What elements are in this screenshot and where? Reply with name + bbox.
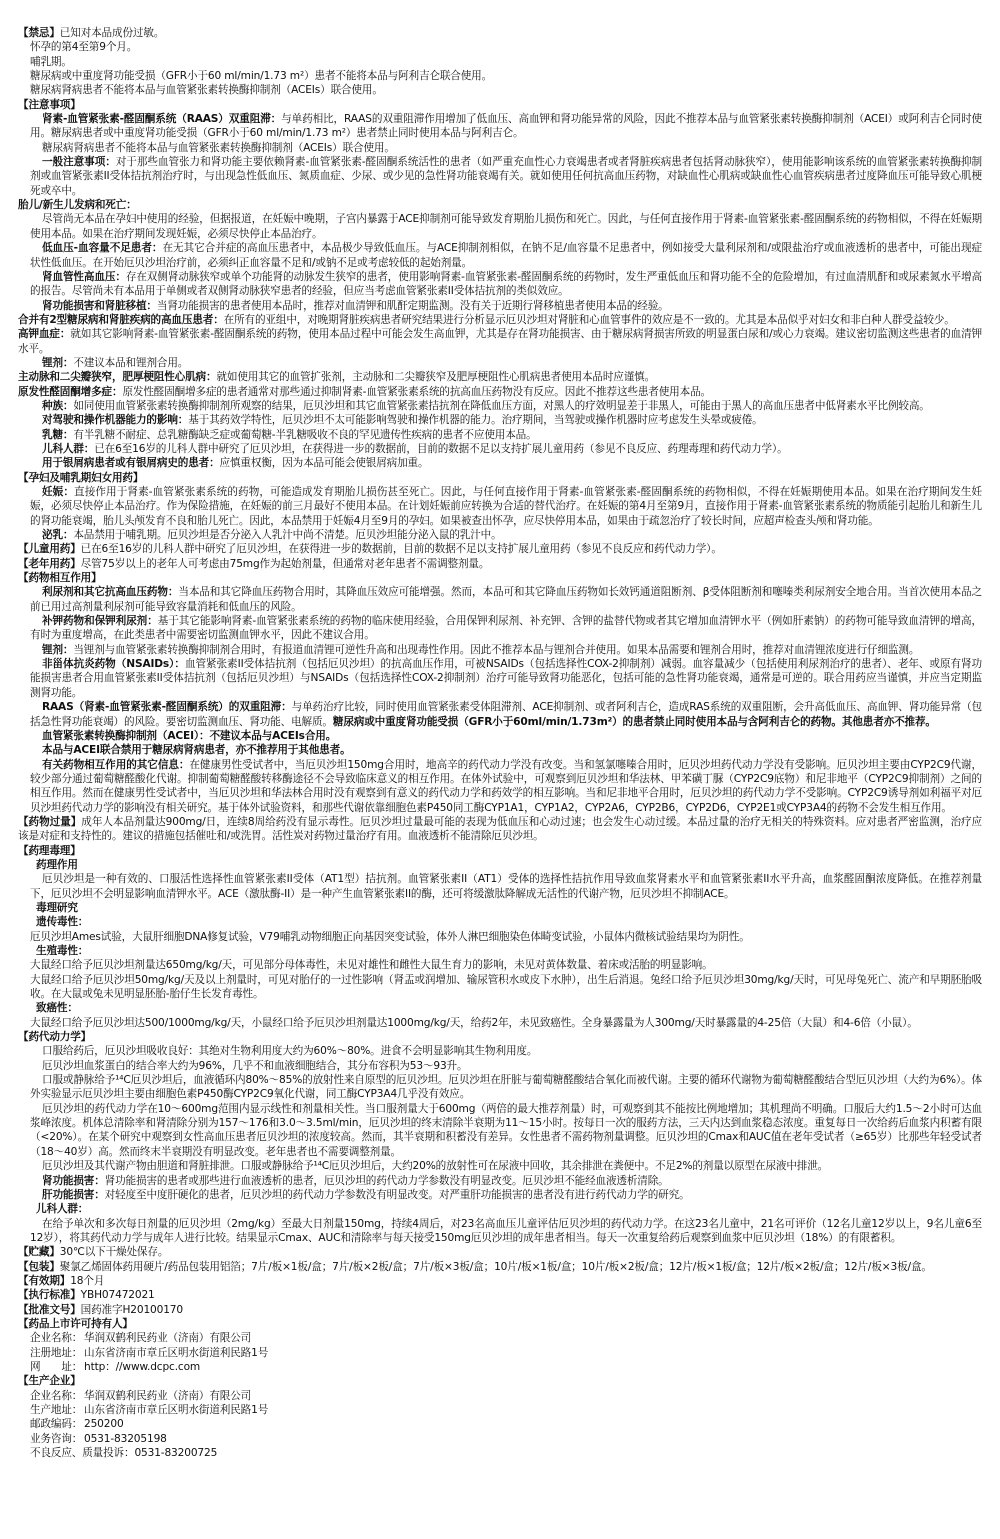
pregnancy-item: 妊娠：直接作用于肾素-血管紧张素系统的药物，可能造成发育期胎儿损伤甚至死亡。因此，与任何直接作用于肾素-血管紧张素-醛固酮系统的药物相似，不得在妊娠期使用本品。如果在治疗期间发生妊娠，必须尽快停止本品治疗。作为保险措施，在妊娠的前三月最好不使用本品。在计划妊娠前应转换为合适的替代治疗。在妊娠的第4月至第9月，直接作用于肾素-血管紧张素系统的物质能引起胎儿和新生儿的肾功能衰竭，胎儿头颅发育不良和胎儿死亡。因此，本品禁用于妊娠4月至9月的孕妇。如果被查出怀孕，应尽快停用本品，如果由于疏忽治疗了较长时间，应超声检查头颅和肾功能。 bbox=[30, 486, 982, 527]
toxicology-title: 毒理研究 bbox=[36, 901, 78, 914]
mah-row: 企业名称： 华润双鹤利民药业（济南）有限公司 bbox=[30, 1332, 252, 1345]
precaution-item: 用于银屑病患者或有银屑病史的患者：应慎重权衡，因为本品可能会使银屑病加重。 bbox=[42, 457, 429, 470]
pregnancy-section bbox=[18, 471, 982, 543]
interaction-item: 本品与ACEI联合禁用于糖尿病肾病患者，亦不推荐用于其他患者。 bbox=[42, 744, 351, 757]
contraindication-line: 糖尿病肾病患者不能将本品与血管紧张素转换酶抑制剂（ACEIs）联合使用。 bbox=[30, 84, 383, 97]
precaution-item: 胎儿/新生儿发病和死亡： bbox=[18, 199, 137, 212]
interactions-label: 【药物相互作用】 bbox=[18, 572, 102, 585]
reproductive-toxicity-text: 大鼠经口给予厄贝沙坦50mg/kg/天及以上剂量时，可见对胎仔的一过性影响（肾盂或润增加、输尿管积水或皮下水肿），出生后消退。兔经口给予厄贝沙坦30mg/kg/天时，可见母兔死亡、流产和早期胚胎吸收。在大鼠或兔未见明显胚胎-胎仔生长发育毒性。 bbox=[30, 973, 982, 1001]
pregnancy-item: 泌乳：本品禁用于哺乳期。厄贝沙坦是否分泌入人乳汁中尚不清楚。厄贝沙坦能分泌入鼠的乳汁中。 bbox=[42, 529, 502, 542]
standard-section: 【执行标准】YBH07472021 bbox=[18, 1289, 155, 1302]
elderly-section: 【老年用药】尽管75岁以上的老年人可考虑由75mg作为起始剂量，但通常对老年患者不需调整剂量。 bbox=[18, 557, 490, 570]
overdose-section: 【药物过量】成年人本品剂量达900mg/日，连续8周给药没有显示毒性。厄贝沙坦过量最可能的表现为低血压和心动过速；也会发生心动过缓。本品过量的治疗无相关的特殊资料。应对患者严密监测，治疗应该是对症和支持性的。建议的措施包括催吐和/或洗胃。活性炭对药物过量治疗有用。血液透析不能清除厄贝沙坦。 bbox=[18, 815, 982, 843]
interaction-item: 血管紧张素转换酶抑制剂（ACEI）：不建议本品与ACEIs合用。 bbox=[42, 729, 337, 742]
manufacturer-row: 邮政编码： 250200 bbox=[30, 1418, 124, 1431]
mah-row: 注册地址： 山东省济南市章丘区明水街道利民路1号 bbox=[30, 1346, 269, 1359]
approval-section: 【批准文号】国药准字H20100170 bbox=[18, 1303, 183, 1316]
genotoxicity-title: 遗传毒性： bbox=[36, 916, 89, 929]
pediatric-label: 【儿童用药】 bbox=[18, 543, 81, 556]
elderly-label: 【老年用药】 bbox=[18, 557, 81, 570]
contraindication-line: 糖尿病或中重度肾功能受损（GFR小于60 ml/min/1.73 m²）患者不能将本品与阿利吉仑联合使用。 bbox=[30, 70, 493, 83]
overdose-label: 【药物过量】 bbox=[18, 815, 82, 828]
precaution-item: 锂剂：不建议本品和锂剂合用。 bbox=[42, 356, 189, 369]
validity-label: 【有效期】 bbox=[18, 1274, 71, 1287]
precaution-item: 低血压-血容量不足患者：在无其它合并症的高血压患者中，本品极少导致低血压。与ACE抑制剂相似，在钠不足/血容量不足患者中，例如接受大量利尿剂和/或限盐治疗或血液透析的患者中，可能出现症状性低血压。在开始厄贝沙坦治疗前，必须纠正血容量不足和/或钠不足或考虑较低的起始剂量。 bbox=[30, 242, 982, 269]
storage-label: 【贮藏】 bbox=[18, 1246, 60, 1259]
contraindication-line: 怀孕的第4至第9个月。 bbox=[30, 41, 138, 54]
interaction-item: RAAS（肾素-血管紧张素-醛固酮系统）的双重阻滞：与单药治疗比较，同时使用血管紧张素受体阻滞剂、ACE抑制剂、或者阿利吉仑，造成RAS系统的双重阻断，会升高低血压、高血钾、肾功能异常（包括急性肾功能衰竭）的风险。要密切监测血压、肾功能、电解质。糖尿病或中重度肾功能受损（GFR小于60ml/min/1.73m²）的患者禁止同时使用本品与含阿利吉仑的药物。其他患者亦不推荐。 bbox=[30, 701, 982, 728]
precaution-item: 肾功能损害和肾脏移植：当肾功能损害的患者使用本品时，推荐对血清钾和肌酐定期监测。没有关于近期行肾移植患者使用本品的经验。 bbox=[42, 299, 669, 312]
precaution-item: 肾血管性高血压：存在双侧肾动脉狭窄或单个功能肾的动脉发生狭窄的患者，使用影响肾素-血管紧张素-醛固酮系统的药物时，发生严重低血压和肾功能不全的危险增加，有过血清肌酐和或尿素氮水平增高的报告。尽管尚未有本品用于单侧或者双侧肾动脉狭窄患者的经验，但应当考虑血管紧张素II受体拮抗剂的类似效应。 bbox=[30, 270, 982, 298]
precaution-item: 对驾驶和操作机器能力的影响：基于其药效学特性，厄贝沙坦不太可能影响驾驶和操作机器的能力。治疗期间，当驾驶或操作机器时应考虑发生头晕或疲倦。 bbox=[42, 414, 763, 427]
interaction-item: 有关药物相互作用的其它信息：在健康男性受试者中，当厄贝沙坦150mg合用时，地高辛的药代动力学没有改变。当和氢氯噻嗪合用时，厄贝沙坦药代动力学没有受影响。厄贝沙坦主要由CYP2C9代谢，较少部分通过葡萄糖醛酸化代谢。抑制葡萄糖醛酸转移酶途径不会导致临床意义的相互作用。在体外试验中，可观察到厄贝沙坦和华法林、甲苯磺丁脲（CYP2C9底物）和尼非地平（CYP2C9抑制剂）之间的相互作用。然而在健康男性受试者中，当厄贝沙坦和华法林合用时没有观察到有意义的药代动力学和药效学的相互影响。当和尼非地平合用时，厄贝沙坦的药代动力学不受影响。CYP2C9诱导剂如利福平对厄贝沙坦药代动力学的影响没有相关研究。基于体外试验资料，和那些代谢依靠细胞色素P450同工酶CYP1A1，CYP1A2，CYP2A6，CYP2B6，CYP2D6，CYP2E1或CYP3A4的药物不会发生相互作用。 bbox=[30, 758, 982, 814]
pk-renal: 肾功能损害：肾功能损害的患者或那些进行血液透析的患者，厄贝沙坦的药代动力学参数没有明显改变。厄贝沙坦不能经血液透析清除。 bbox=[42, 1174, 669, 1187]
interaction-item: 非甾体抗炎药物（NSAIDs）：血管紧张素II受体拮抗剂（包括厄贝沙坦）的抗高血压作用，可被NSAIDs（包括选择性COX-2抑制剂）减弱。血容量减少（包括使用利尿剂治疗的患者）、老年、或原有肾功能损害患者合用血管紧张素II受体拮抗剂（包括厄贝沙坦）与NSAIDs（包括选择性COX-2抑制剂）治疗可能导致肾功能恶化，包括可能的急性肾功能衰竭，通常是可逆的。联合用药应当谨慎，并应当定期监测肾功能。 bbox=[30, 658, 982, 699]
standard-label: 【执行标准】 bbox=[18, 1289, 81, 1302]
precautions-label: 【注意事项】 bbox=[18, 98, 81, 111]
mah-row: 网 址： http：//www.dcpc.com bbox=[30, 1360, 201, 1373]
precaution-item: 儿科人群：已在6至16岁的儿科人群中研究了厄贝沙坦，在获得进一步的数据前，目前的数据不足以支持扩展儿童用药（参见不良反应、药理毒理和药代动力学）。 bbox=[42, 442, 788, 455]
reproductive-toxicity-text: 大鼠经口给予厄贝沙坦剂量达650mg/kg/天，可见部分母体毒性，未见对雄性和雌性大鼠生育力的影响，未见对黄体数量、着床或活胎的明显影响。 bbox=[30, 959, 713, 972]
pk-paragraph: 厄贝沙坦的药代动力学在10～600mg范围内显示线性和剂量相关性。当口服剂量大于600mg（两倍的最大推荐剂量）时，可观察到其不能按比例地增加；其机理尚不明确。口服后大约1.5～2小时可达血浆峰浓度。机体总清除率和肾清除分别为157～176和3.0～3.5ml/min，厄贝沙坦的终末清除半衰期为11～15小时。按每日一次的服药方法，三天内达到血浆稳态浓度。重复每日一次给药后血浆内积蓄有限（<20%）。在某个研究中观察到女性高血压患者厄贝沙坦的浓度较高。然而，其半衰期和积蓄没有差异。女性患者不需药物剂量调整。厄贝沙坦的Cmax和AUC值在老年受试者（≥65岁）比那些年轻受试者（18～40岁）高。然而终末半衰期没有明显改变。老年患者也不需要调整剂量。 bbox=[30, 1102, 982, 1158]
validity-section: 【有效期】18个月 bbox=[18, 1274, 105, 1287]
carcinogenicity-title: 致癌性： bbox=[36, 1002, 78, 1015]
precaution-item: 原发性醛固酮增多症：原发性醛固酮增多症的患者通常对那些通过抑制肾素-血管紧张素系统的抗高血压药物没有反应。因此不推荐这些患者使用本品。 bbox=[18, 385, 711, 398]
precaution-item: 合并有2型糖尿病和肾脏疾病的高血压患者：在所有的亚组中，对晚期肾脏疾病患者研究结果进行分析显示厄贝沙坦对肾脏和心血管事件的效应是不一致的。尤其是本品似乎对妇女和非白种人群受益较少。 bbox=[18, 313, 955, 326]
interaction-item: 利尿剂和其它抗高血压药物：当本品和其它降血压药物合用时，其降血压效应可能增强。然而，本品可和其它降血压药物如长效钙通道阻断剂、β受体阻断剂和噻嗪类利尿剂安全地合用。当首次使用本品之前已用过高剂量利尿剂可能导致容量消耗和低血压的风险。 bbox=[30, 586, 982, 613]
pregnancy-label: 【孕妇及哺乳期妇女用药】 bbox=[18, 471, 144, 484]
precaution-item: 肾素-血管紧张素-醛固酮系统（RAAS）双重阻滞：与单药相比，RAAS的双重阻滞作用增加了低血压、高血钾和肾功能异常的风险，因此不推荐本品与血管紧张素转换酶抑制剂（ACEI）或阿利吉仑同时使用。糖尿病患者或中重度肾功能受损（GFR小于60 ml/min/1.73 m²）患者禁止同时使用本品与阿利吉仑。 bbox=[30, 113, 983, 140]
manufacturer-section bbox=[18, 1374, 982, 1460]
pharmacology-action-text: 厄贝沙坦是一种有效的、口服活性选择性血管紧张素II受体（AT1型）拮抗剂。血管紧张素II（AT1）受体的选择性拮抗作用导致血浆肾素水平和血管紧张素II水平升高，血浆醛固酮浓度降低。在推荐剂量下，厄贝沙坦不会明显影响血清钾水平。ACE（激肽酶-II）是一种产生血管紧张素II的酶，还可将缓激肽降解成无活性的代谢产物，厄贝沙坦不抑制ACE。 bbox=[30, 873, 982, 900]
package-label: 【包装】 bbox=[18, 1260, 60, 1273]
pharmacokinetics-label: 【药代动力学】 bbox=[18, 1031, 92, 1044]
pk-paragraph: 厄贝沙坦血浆蛋白的结合率大约为96%，几乎不和血液细胞结合，其分布容积为53～93升。 bbox=[42, 1059, 468, 1072]
storage-section: 【贮藏】30℃以下干燥处保存。 bbox=[18, 1246, 169, 1259]
precautions-section bbox=[18, 98, 982, 471]
carcinogenicity-text: 大鼠经口给予厄贝沙坦达500/1000mg/kg/天，小鼠经口给予厄贝沙坦剂量达1000mg/kg/天，给药2年，未见致癌性。全身暴露量为人300mg/天时暴露量的4-25倍（大鼠）和4-6倍（小鼠）。 bbox=[30, 1016, 918, 1029]
pediatric-section: 【儿童用药】已在6至16岁的儿科人群中研究了厄贝沙坦，在获得进一步的数据前，目前的数据不足以支持扩展儿童用药（参见不良反应和药代动力学）。 bbox=[18, 543, 722, 556]
contraindication-line: 已知对本品成份过敏。 bbox=[59, 27, 165, 39]
package-section: 【包装】聚氯乙烯固体药用硬片/药品包装用铝箔；7片/板×1板/盒；7片/板×2板/盒；7片/板×3板/盒；10片/板×1板/盒；10片/板×2板/盒；12片/板×1板/盒；12片/板×2板/盒；12片/板×3板/盒。 bbox=[18, 1260, 932, 1273]
precaution-item: 种族：如同使用血管紧张素转换酶抑制剂所观察的结果，厄贝沙坦和其它血管紧张素拮抗剂在降低血压方面，对黑人的疗效明显差于非黑人，可能由于黑人的高血压患者中低肾素水平比例较高。 bbox=[42, 399, 930, 412]
manufacturer-label: 【生产企业】 bbox=[18, 1375, 81, 1388]
approval-label: 【批准文号】 bbox=[18, 1303, 81, 1316]
interactions-section bbox=[18, 571, 982, 815]
genotoxicity-text: 厄贝沙坦Ames试验，大鼠肝细胞DNA修复试验，V79哺乳动物细胞正向基因突变试验，体外人淋巴细胞染色体畸变试验，小鼠体内微核试验结果均为阴性。 bbox=[30, 930, 750, 943]
precaution-item: 高钾血症：就如其它影响肾素-血管紧张素-醛固酮系统的药物，使用本品过程中可能会发生高血钾，尤其是存在肾功能损害、由于糖尿病肾损害所致的明显蛋白尿和/或心力衰竭。建议密切监测这些患者的血清钾水平。 bbox=[18, 328, 983, 355]
pk-pediatric-title: 儿科人群： bbox=[36, 1203, 89, 1216]
precaution-item: 一般注意事项：对于那些血管张力和肾功能主要依赖肾素-血管紧张素-醛固酮系统活性的患者（如严重充血性心力衰竭患者或者肾脏疾病患者包括肾动脉狭窄），使用能影响该系统的血管紧张素转换酶抑制剂或血管紧张素II受体拮抗剂治疗时，与出现急性低血压、氮质血症、少尿、或少见的急性肾功能衰竭有关。就如使用任何抗高血压药物，对缺血性心肌病或缺血性心血管疾病患者过度降血压可能导致心肌梗死或卒中。 bbox=[30, 156, 982, 197]
precaution-item: 糖尿病肾病患者不能将本品与血管紧张素转换酶抑制剂（ACEIs）联合使用。 bbox=[42, 141, 395, 154]
pharmacology-label: 【药理毒理】 bbox=[18, 844, 81, 857]
manufacturer-row: 业务咨询： 0531-83205198 bbox=[30, 1432, 167, 1445]
precaution-item: 尽管尚无本品在孕妇中使用的经验，但据报道，在妊娠中晚期，子宫内暴露于ACE抑制剂可能导致发育期胎儿损伤和死亡。因此，与任何直接作用于肾素-血管紧张素-醛固酮系统的药物相似，不得在妊娠期使用本品。如果在治疗期间发现妊娠，必须尽快停止本品治疗。 bbox=[30, 213, 982, 240]
pk-pediatric-text: 在给予单次和多次每日剂量的厄贝沙坦（2mg/kg）至最大日剂量150mg，持续4周后，对23名高血压儿童评估厄贝沙坦的药代动力学。在这23名儿童中，21名可评价（12名儿童12岁以上，9名儿童6至12岁），将其药代动力学与成年人进行比较。结果显示Cmax、AUC和清除率与每天接受150mg厄贝沙坦的成年患者相当。每天一次重复给药后观察到血浆中厄贝沙坦（18%）的有限蓄积。 bbox=[30, 1217, 982, 1244]
contraindications-section bbox=[18, 26, 982, 98]
pharmacology-action-title: 药理作用 bbox=[36, 858, 78, 871]
pk-paragraph: 口服或静脉给予¹⁴C厄贝沙坦后，血液循环内80%～85%的放射性来自原型的厄贝沙坦。厄贝沙坦在肝脏与葡萄糖醛酸结合氧化而被代谢。主要的循环代谢物为葡萄糖醛酸结合型厄贝沙坦（大约为6%）。体外实验显示厄贝沙坦主要由细胞色素P450酶CYP2C9氧化代谢，同工酶CYP3A4几乎没有效应。 bbox=[30, 1074, 982, 1101]
manufacturer-row: 不良反应、质量投诉：0531-83200725 bbox=[30, 1447, 218, 1460]
pharmacology-section bbox=[18, 844, 982, 1030]
reproductive-toxicity-title: 生殖毒性： bbox=[36, 945, 89, 957]
pk-paragraph: 口服给药后，厄贝沙坦吸收良好：其绝对生物利用度大约为60%～80%。进食不会明显影响其生物利用度。 bbox=[42, 1045, 538, 1058]
precaution-item: 乳糖：有半乳糖不耐症、总乳糖酶缺乏症或葡萄糖-半乳糖吸收不良的罕见遗传性疾病的患者不应使用本品。 bbox=[42, 428, 537, 441]
manufacturer-row: 企业名称： 华润双鹤利民药业（济南）有限公司 bbox=[30, 1389, 252, 1402]
contraindications-label: 【禁忌】 bbox=[18, 27, 60, 39]
pharmacokinetics-section bbox=[18, 1030, 982, 1245]
contraindication-line: 哺乳期。 bbox=[30, 55, 72, 68]
pk-hepatic: 肝功能损害：对轻度至中度肝硬化的患者，厄贝沙坦的药代动力学参数没有明显改变。对严重肝功能损害的患者没有进行药代动力学的研究。 bbox=[42, 1188, 690, 1201]
interaction-item: 补钾药物和保钾利尿剂：基于其它能影响肾素-血管紧张素系统的药物的临床使用经验，合用保钾利尿剂、补充钾、含钾的盐替代物或者其它增加血清钾水平（例如肝素钠）的药物可能导致血清钾的增高，有时为重度增高，在此类患者中需要密切监测血钾水平，因此不建议合用。 bbox=[30, 615, 982, 642]
interaction-item: 锂剂：当锂剂与血管紧张素转换酶抑制剂合用时，有报道血清锂可逆性升高和出现毒性作用。因此不推荐本品与锂剂合并使用。如果本品需要和锂剂合用时，推荐对血清锂浓度进行仔细监测。 bbox=[42, 643, 920, 656]
pk-paragraph: 厄贝沙坦及其代谢产物由胆道和肾脏排泄。口服或静脉给予¹⁴C厄贝沙坦后，大约20%的放射性可在尿液中回收，其余排泄在粪便中。不足2%的剂量以原型在尿液中排泄。 bbox=[42, 1160, 829, 1173]
manufacturer-row: 生产地址： 山东省济南市章丘区明水街道利民路1号 bbox=[30, 1404, 269, 1416]
mah-section bbox=[18, 1317, 982, 1374]
mah-label: 【药品上市许可持有人】 bbox=[18, 1317, 133, 1330]
precaution-item: 主动脉和二尖瓣狭窄，肥厚梗阻性心肌病：就如使用其它的血管扩张剂，主动脉和二尖瓣狭窄及肥厚梗阻性心肌病患者使用本品时应谨慎。 bbox=[18, 371, 656, 384]
